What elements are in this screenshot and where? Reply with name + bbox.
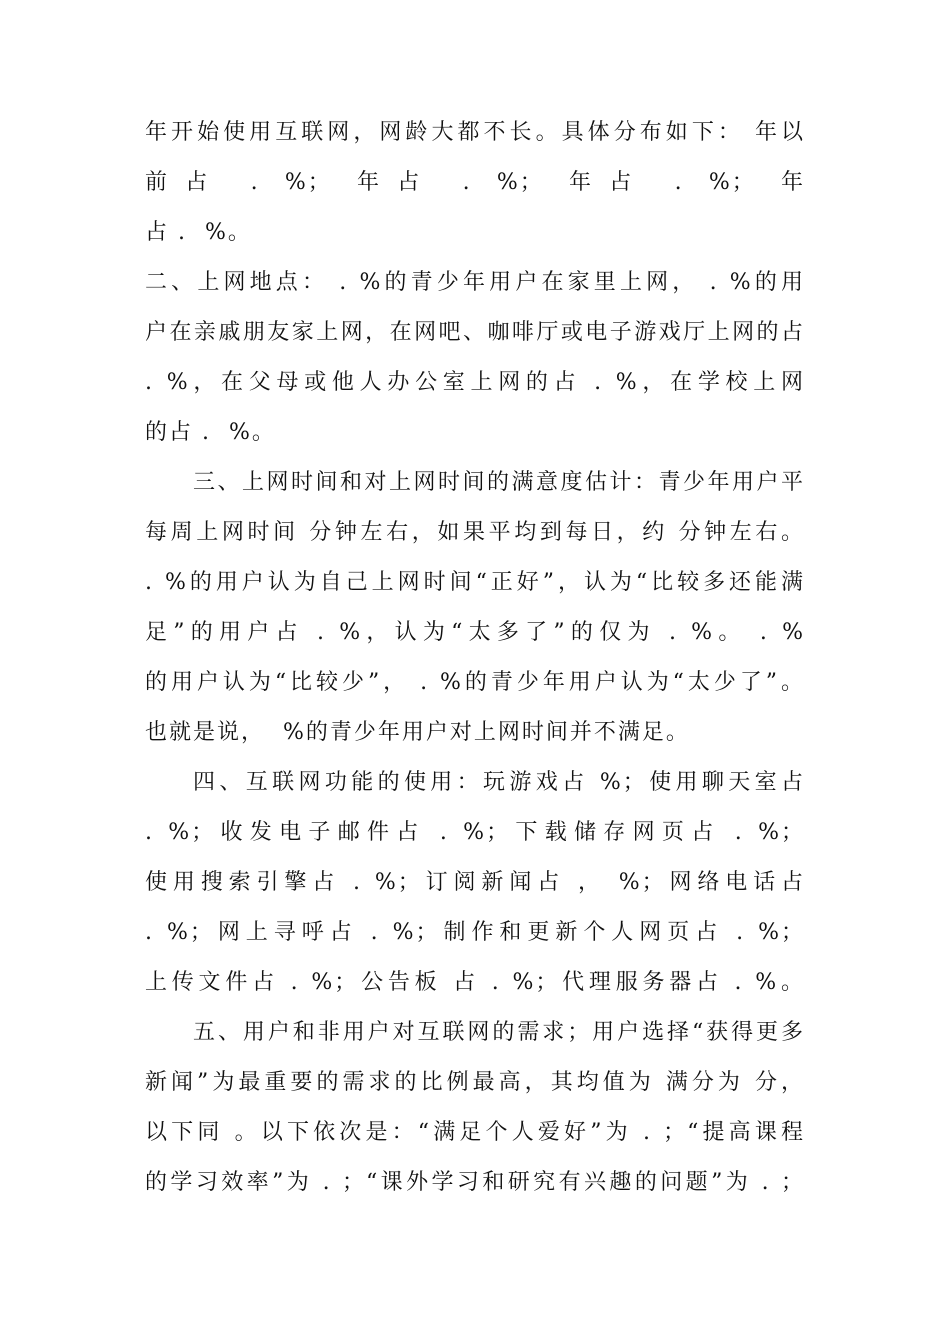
section-3-line-4: 足”的用户占 . %，认为“太多了”的仅为 . %。 . %	[145, 620, 805, 645]
section-2-line-2: 户在亲戚朋友家上网，在网吧、咖啡厅或电子游戏厅上网的占	[145, 320, 805, 345]
section-5-line-2: 新闻”为最重要的需求的比例最高，其均值为 满分为 分，	[145, 1070, 805, 1095]
section-3-line-2: 每周上网时间 分钟左右，如果平均到每日，约 分钟左右。	[145, 520, 805, 545]
section-5-line-3: 以下同 。以下依次是：“满足个人爱好”为 . ；“提高课程	[145, 1120, 805, 1145]
section-4-line-2: . %；收发电子邮件占 . %；下载储存网页占 . %；	[145, 820, 805, 845]
text-line-1: 年开始使用互联网，网龄大都不长。具体分布如下： 年以	[145, 120, 805, 145]
section-3-line-1: 三、上网时间和对上网时间的满意度估计：青少年用户平	[193, 470, 805, 495]
section-4-line-5: 上传文件占 . %；公告板 占 . %；代理服务器占 . %。	[145, 970, 805, 995]
section-2-line-4: 的占 . %。	[145, 420, 276, 445]
text-line-2: 前占 . %； 年占 . %； 年占 . %； 年	[145, 170, 805, 195]
section-4-line-4: . %；网上寻呼占 . %；制作和更新个人网页占 . %；	[145, 920, 805, 945]
section-4-line-3: 使用搜索引擎占 . %；订阅新闻占 ， %；网络电话占	[145, 870, 805, 895]
section-3-line-3: . %的用户认为自己上网时间“正好”，认为“比较多还能满	[145, 570, 805, 595]
section-3-line-6: 也就是说， %的青少年用户对上网时间并不满足。	[145, 720, 690, 745]
section-2-line-3: . %，在父母或他人办公室上网的占 . %，在学校上网	[145, 370, 805, 395]
section-2-line-1: 二、上网地点： . %的青少年用户在家里上网， . %的用	[145, 270, 805, 295]
text-line-3: 占 . %。	[145, 220, 252, 245]
section-5-line-4: 的学习效率”为 . ；“课外学习和研究有兴趣的问题”为 . ；	[145, 1170, 805, 1195]
section-4-line-1: 四、互联网功能的使用：玩游戏占 %；使用聊天室占	[193, 770, 805, 795]
section-3-line-5: 的用户认为“比较少”， . %的青少年用户认为“太少了”。	[145, 670, 805, 695]
section-5-line-1: 五、用户和非用户对互联网的需求；用户选择“获得更多	[193, 1020, 805, 1045]
